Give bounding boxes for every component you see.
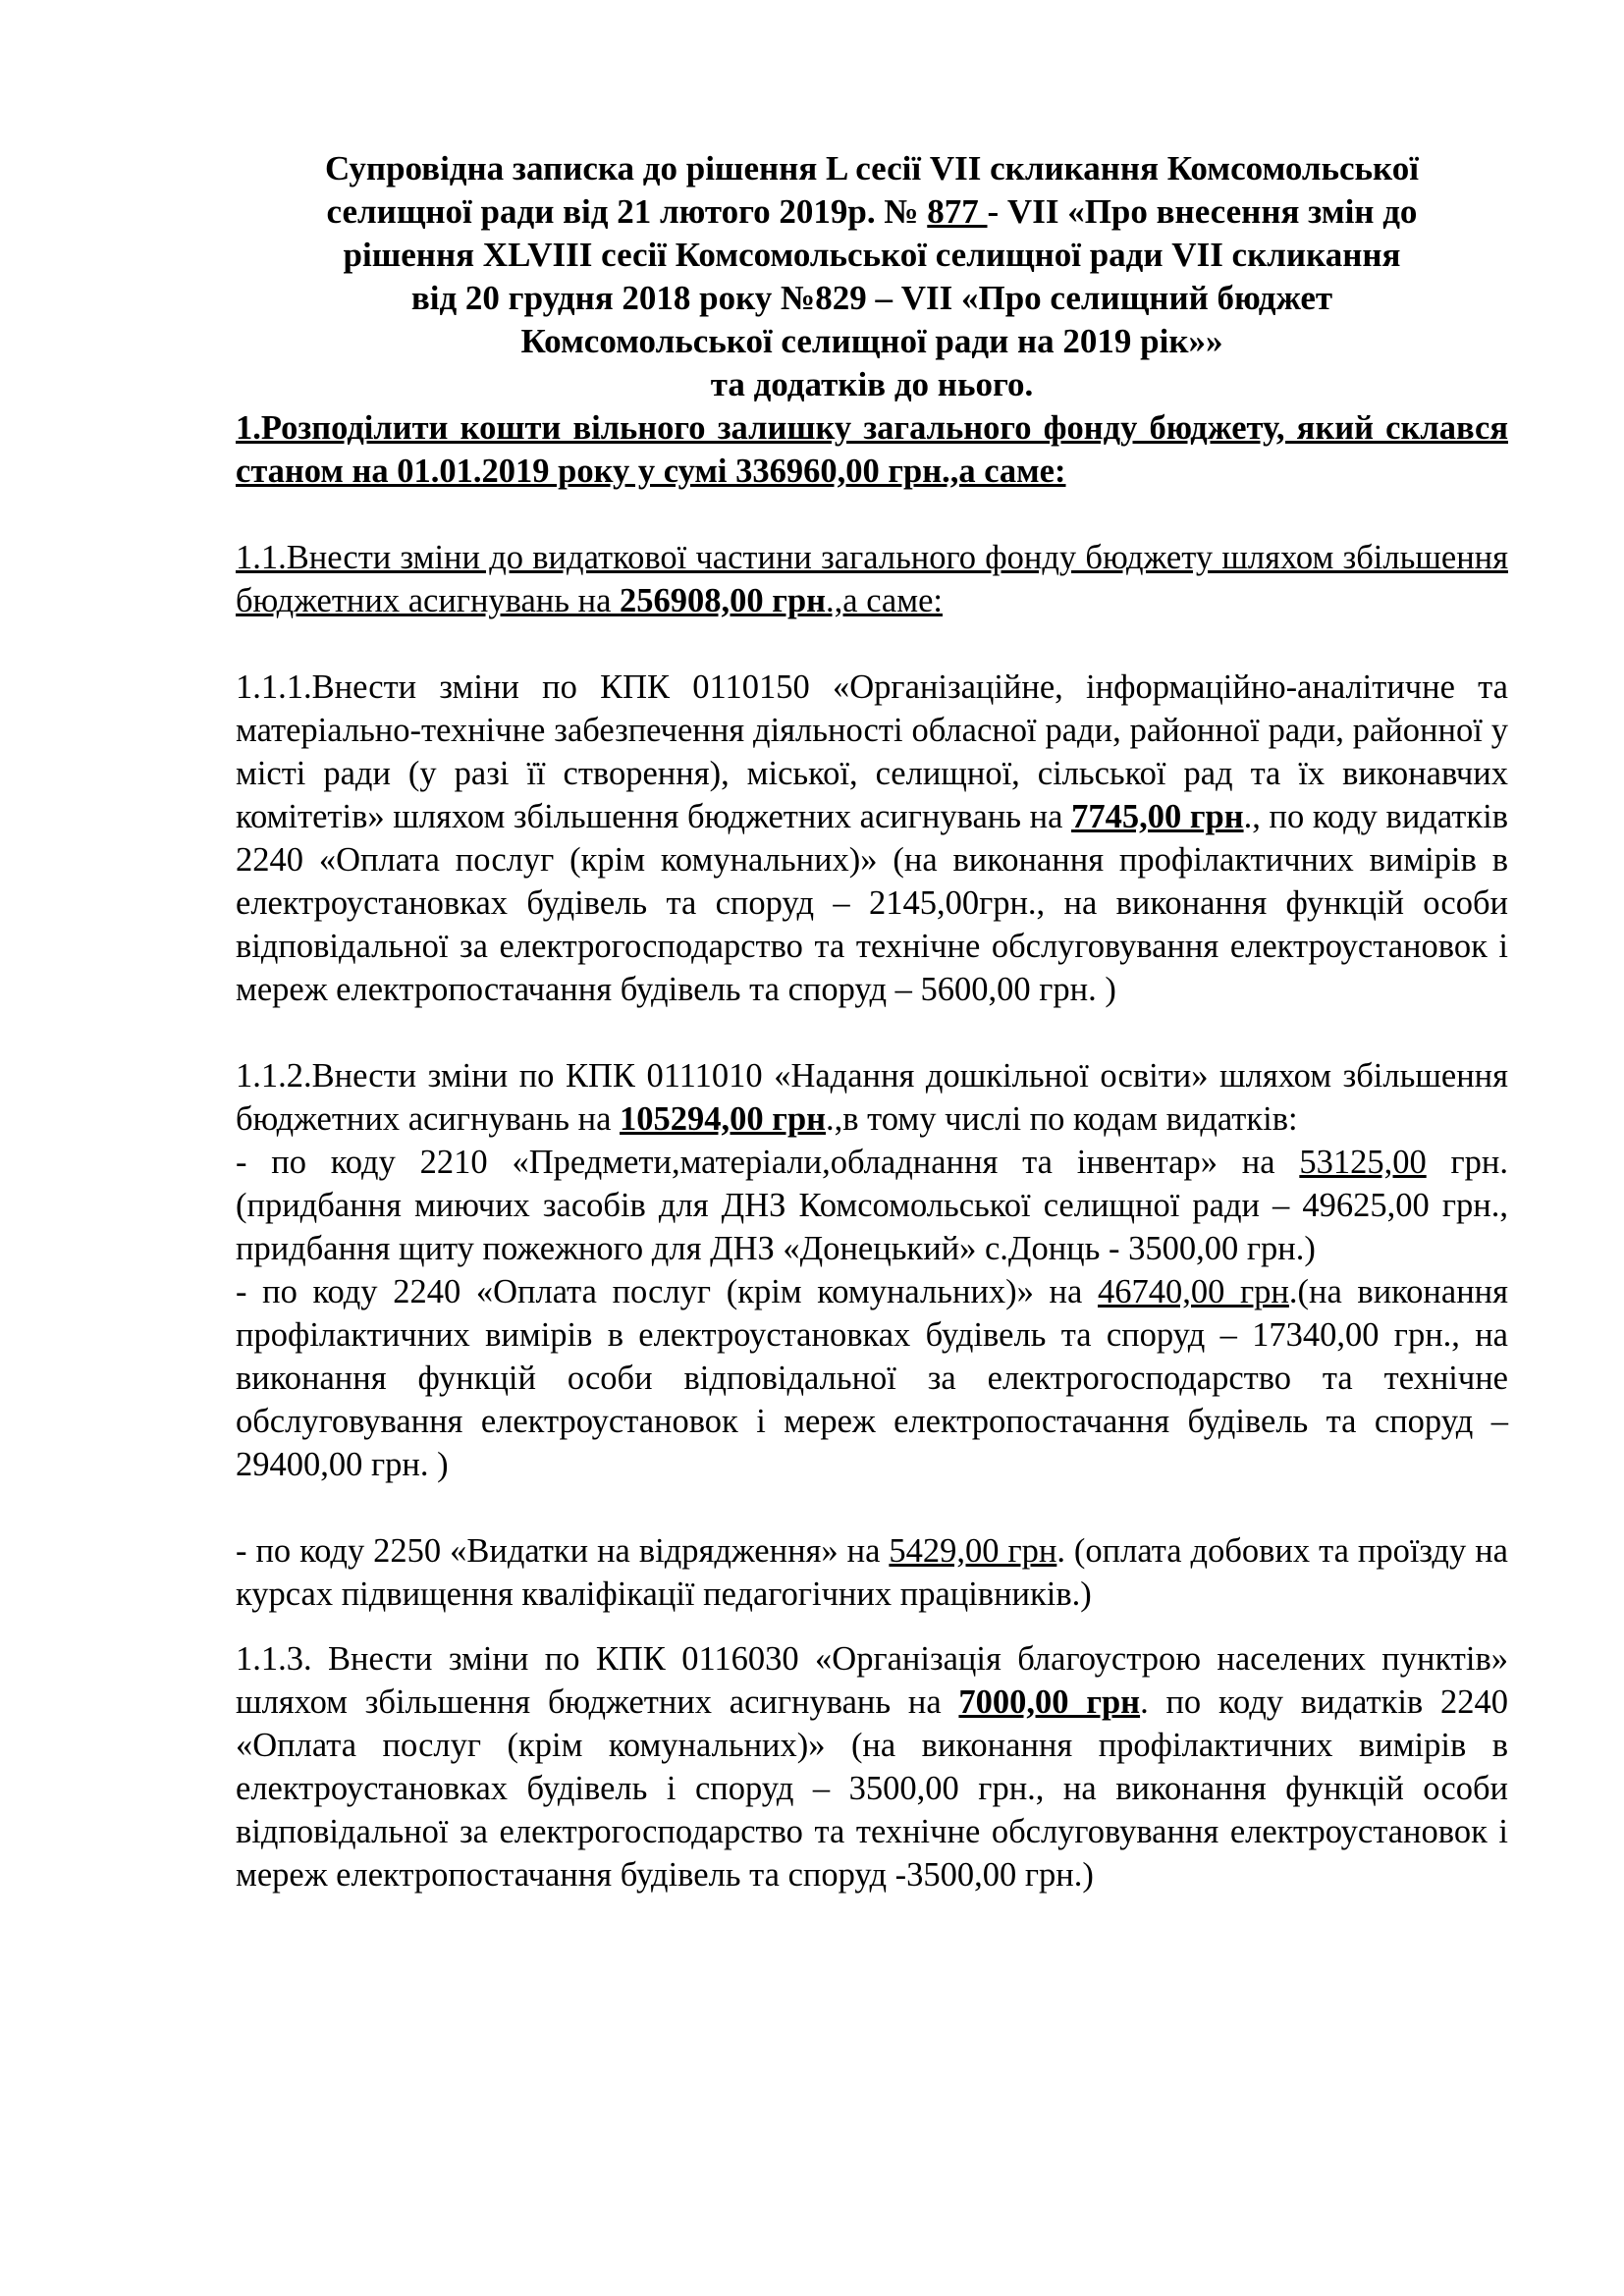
paragraph-text: .,в тому числі по кодам видатків: bbox=[826, 1100, 1298, 1138]
title-text: Комсомольської селищної ради на 2019 рік»» bbox=[520, 322, 1223, 360]
title-text: Супровідна записка до рішення L сесії VII скликання Комсомольської bbox=[325, 149, 1419, 187]
paragraph-text: 1.1.Внести зміни до видаткової частини загального фонду бюджету шляхом збільшення бюджетних асигнувань на bbox=[236, 539, 1508, 619]
decision-number: 877 bbox=[927, 192, 988, 231]
amount: 105294,00 грн bbox=[620, 1100, 827, 1138]
section-1-1 bbox=[236, 536, 1508, 622]
title-text: від 20 грудня 2018 року №829 – VII «Про селищний бюджет bbox=[410, 279, 1333, 317]
title-text: рішення XLVIII сесії Комсомольської селищної ради VII скликання bbox=[343, 236, 1401, 274]
paragraph-text: .,а саме: bbox=[826, 582, 943, 619]
title-line-1 bbox=[236, 147, 1508, 190]
title-line-5 bbox=[236, 320, 1508, 363]
paragraph-text: 1.1.1.Внести зміни по КПК 0110150 «Організаційне, інформаційно-аналітичне та матеріально-технічне забезпечення діяльності обласної ради, районної ради, районної у місті ради (у разі її створення), міської, селищної, сільської рад та їх виконавчих комітетів» шляхом збільшення бюджетних асигнувань на bbox=[236, 668, 1508, 835]
title-line-3 bbox=[236, 234, 1508, 277]
spacer bbox=[236, 622, 1508, 666]
paragraph-text: .(на виконання профілактичних вимірів в електроустановках будівель та споруд – 17340,00 грн., на виконання функцій особи відповідальної за електрогосподарство та технічне обслуговування електроустановок і мереж електропостачання будівель та споруд – 29400,00 грн. ) bbox=[236, 1273, 1508, 1483]
paragraph-text: . (оплата добових та проїзду на курсах підвищення кваліфікації педагогічних працівників.) bbox=[236, 1532, 1508, 1613]
section-1-1-2 bbox=[236, 1054, 1508, 1141]
expense-item-2240 bbox=[236, 1270, 1508, 1486]
spacer bbox=[236, 1011, 1508, 1054]
title-line-2 bbox=[236, 190, 1508, 234]
paragraph-text: грн.(придбання миючих засобів для ДНЗ Комсомольської селищної ради – 49625,00 грн., придбання щиту пожежного для ДНЗ «Донецький» с.Донць - 3500,00 грн.) bbox=[236, 1144, 1508, 1267]
title-text: селищної ради від 21 лютого 2019р. № bbox=[326, 192, 928, 231]
paragraph-text: ., по коду видатків 2240 «Оплата послуг (крім комунальних)» (на виконання профілактичних вимірів в електроустановках будівель та споруд – 2145,00грн., на виконання функцій особи відповідальної за електрогосподарство та технічне обслуговування електроустановок і мереж електропостачання будівель та споруд – 5600,00 грн. ) bbox=[236, 798, 1508, 1008]
title-text: - VII «Про внесення змін до bbox=[987, 192, 1418, 231]
paragraph-text: - по коду 2240 «Оплата послуг (крім комунальних)» на bbox=[236, 1273, 1098, 1310]
amount: 53125,00 bbox=[1299, 1144, 1427, 1181]
amount: 256908,00 грн bbox=[620, 582, 827, 619]
section-1-heading: 1.Розподілити кошти вільного залишку загального фонду бюджету, який склався станом на 01.01.2019 року у сумі 336960,00 грн.,а саме: bbox=[236, 409, 1508, 490]
amount: 7745,00 грн bbox=[1071, 798, 1244, 835]
spacer bbox=[236, 1486, 1508, 1529]
paragraph-text: - по коду 2210 «Предмети,матеріали,обладнання та інвентар» на bbox=[236, 1144, 1300, 1181]
expense-item-2210 bbox=[236, 1141, 1508, 1270]
amount: 46740,00 грн bbox=[1097, 1273, 1289, 1310]
paragraph-text: 1.1.2.Внести зміни по КПК 0111010 «Надання дошкільної освіти» шляхом збільшення бюджетних асигнувань на bbox=[236, 1057, 1508, 1138]
title-line-6 bbox=[236, 363, 1508, 406]
paragraph-text: - по коду 2250 «Видатки на відрядження» на bbox=[236, 1532, 890, 1570]
expense-item-2250 bbox=[236, 1529, 1508, 1616]
paragraph-text: 1.1.3. Внести зміни по КПК 0116030 «Організація благоустрою населених пунктів» шляхом збільшення бюджетних асигнувань на bbox=[236, 1640, 1508, 1721]
spacer bbox=[236, 493, 1508, 536]
spacer bbox=[236, 1616, 1508, 1637]
document-title bbox=[236, 147, 1508, 406]
title-text: та додатків до нього. bbox=[710, 365, 1034, 403]
amount: 5429,00 грн bbox=[889, 1532, 1057, 1570]
amount: 7000,00 грн bbox=[958, 1683, 1141, 1721]
section-1-1-3 bbox=[236, 1637, 1508, 1896]
section-1-1-1 bbox=[236, 666, 1508, 1011]
title-line-4 bbox=[236, 277, 1508, 320]
paragraph-text: . по коду видатків 2240 «Оплата послуг (крім комунальних)» (на виконання профілактичних вимірів в електроустановках будівель і споруд – 3500,00 грн., на виконання функцій особи відповідальної за електрогосподарство та технічне обслуговування електроустановок і мереж електропостачання будівель та споруд -3500,00 грн.) bbox=[236, 1683, 1508, 1894]
